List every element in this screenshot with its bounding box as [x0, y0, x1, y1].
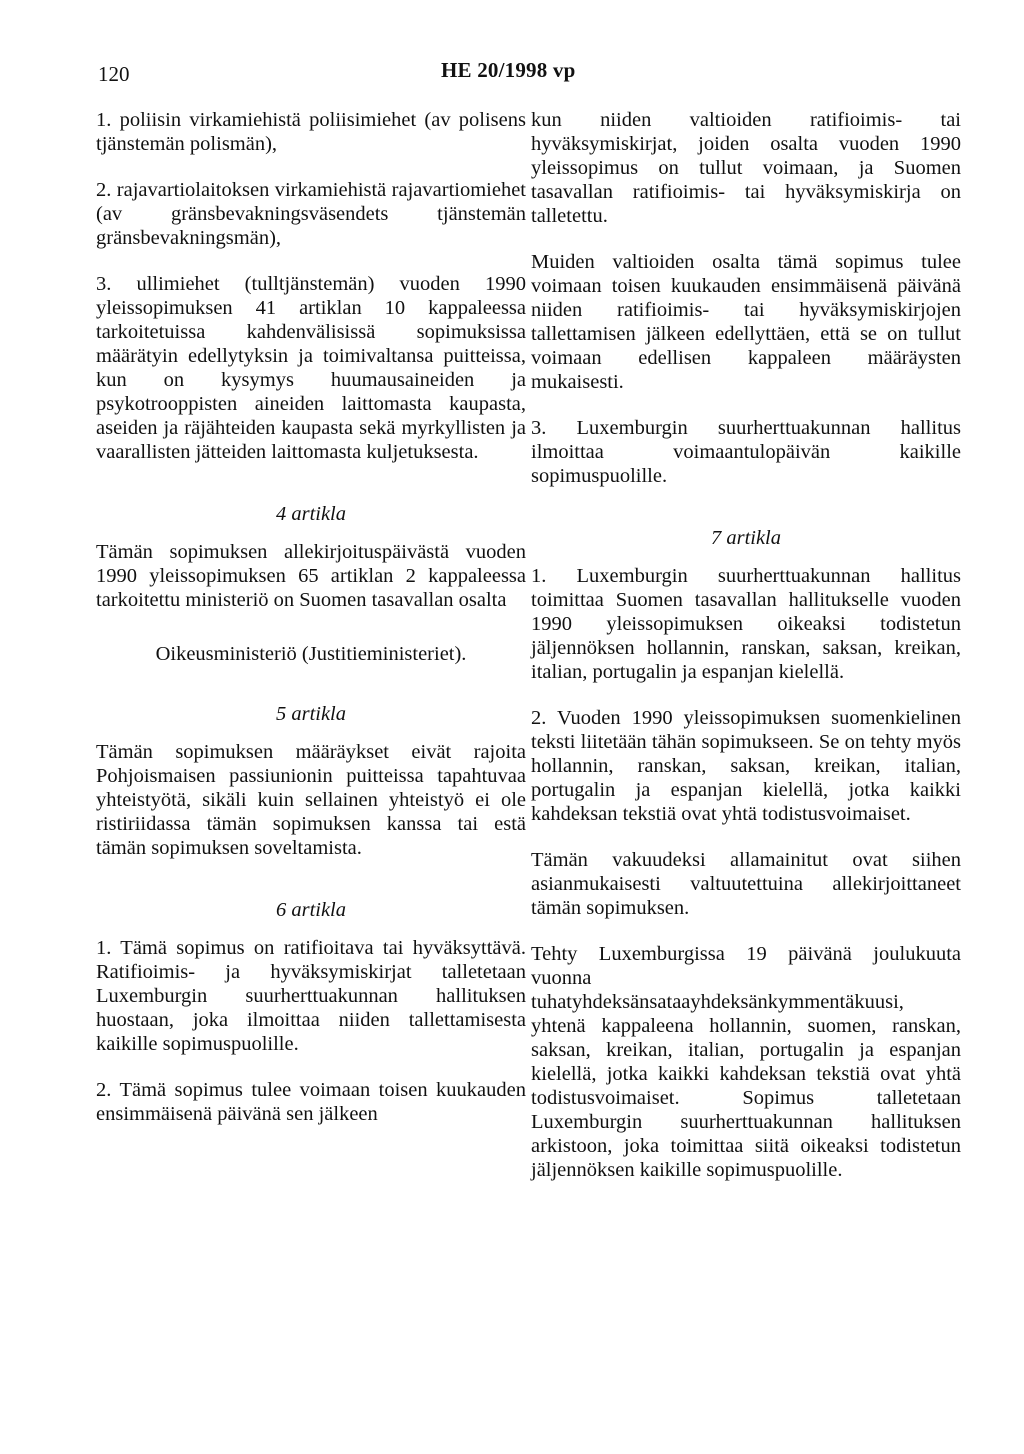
left-column [96, 108, 526, 1126]
list-item-customs: 3. ullimiehet (tulltjänstemän) vuoden 1990 yleissopimuksen 41 artiklan 10 kappaleessa tarkoitetuissa kahdenvälisissä sopimuksissa määrätyin edellytyksin ja toimivaltansa puitteissa, kun on kysymys huumausaineiden ja psykotrooppisten aineiden laittomasta kaupasta, aseiden ja räjähteiden kaupasta sekä myrkyllisten ja vaarallisten jätteiden laittomasta kuljetuksesta. [96, 273, 526, 463]
list-item-police: 1. poliisin virkamiehistä poliisimiehet (av polisens tjänstemän polismän), [96, 109, 526, 155]
other-states-paragraph: Muiden valtioiden osalta tämä sopimus tulee voimaan toisen kuukauden ensimmäisenä päivänä niiden ratifioimis- tai hyväksymiskirjojen tallettamisen jälkeen edellyttäen, että se on tullut voimaan edellisen kappaleen määräysten mukaisesti. [531, 251, 961, 393]
list-item-border-guard: 2. rajavartiolaitoksen virkamiehistä rajavartiomiehet (av gränsbevakningsväsendets tjänstemän gränsbevakningsmän), [96, 179, 526, 249]
witness-paragraph: Tämän vakuudeksi allamainitut ovat siihen asianmukaisesti valtuutettuina allekirjoittaneet tämän sopimuksen. [531, 849, 961, 919]
article-6-heading: 6 artikla [275, 899, 347, 921]
document-id: HE 20/1998 vp [441, 58, 576, 82]
done-at-paragraph: Tehty Luxemburgissa 19 päivänä joulukuuta vuonna tuhatyhdeksänsataayhdeksänkymmentäkuusi, yhtenä kappaleena hollannin, suomen, ranskan, saksan, kreikan, italian, portugalin ja espanjan kielellä, jotka kaikki kahdeksan tekstiä ovat yhtä todistusvoimaiset. Sopimus talletetaan Luxemburgin suurherttuakunnan hallituksen arkistoon, joka toimittaa siitä oikeaksi todistetun jäljennöksen kaikille sopimuspuolille. [531, 943, 961, 1181]
article-5-heading: 5 artikla [275, 703, 347, 725]
article-4-heading: 4 artikla [275, 503, 347, 525]
article-7-paragraph-2: 2. Vuoden 1990 yleissopimuksen suomenkielinen teksti liitetään tähän sopimukseen. Se on tehty myös hollannin, ranskan, saksan, kreikan, italian, portugalin ja espanjan kielellä, jotka kaikki kahdeksan tekstiä ovat yhtä todistusvoimaiset. [531, 707, 961, 825]
article-4-paragraph: Tämän sopimuksen allekirjoituspäivästä vuoden 1990 yleissopimuksen 65 artiklan 2 kappaleessa tarkoitettu ministeriö on Suomen tasavallan osalta [96, 541, 526, 611]
article-6-paragraph-1: 1. Tämä sopimus on ratifioitava tai hyväksyttävä. Ratifioimis- ja hyväksymiskirjat talletetaan Luxemburgin suurherttuakunnan hallituksen huostaan, joka ilmoittaa niiden tallettamisesta kaikille sopimuspuolille. [96, 937, 526, 1055]
article-5-paragraph: Tämän sopimuksen määräykset eivät rajoita Pohjoismaisen passiunionin puitteissa tapahtuvaa yhteistyötä, sikäli kuin sellainen yhteistyö ei ole ristiriidassa tämän sopimuksen kanssa tai estä tämän sopimuksen soveltamista. [96, 741, 526, 859]
article-7-paragraph-1: 1. Luxemburgin suurherttuakunnan hallitus toimittaa Suomen tasavallan hallitukselle vuoden 1990 yleissopimuksen oikeaksi todistetun jäljennöksen hollannin, ranskan, saksan, kreikan, italian, portugalin ja espanjan kielellä. [531, 565, 961, 683]
article-4-ministry: Oikeusministeriö (Justitieministeriet). [155, 643, 467, 665]
continued-paragraph: kun niiden valtioiden ratifioimis- tai hyväksymiskirjat, joiden osalta vuoden 1990 yleissopimus on tullut voimaan, ja Suomen tasavallan ratifioimis- tai hyväksymiskirja on talletettu. [531, 109, 961, 227]
notification-paragraph: 3. Luxemburgin suurherttuakunnan hallitus ilmoittaa voimaantulopäivän kaikille sopimuspuolille. [531, 417, 961, 487]
right-column [531, 108, 961, 1182]
article-6-paragraph-2: 2. Tämä sopimus tulee voimaan toisen kuukauden ensimmäisenä päivänä sen jälkeen [96, 1079, 526, 1125]
page-number: 120 [98, 62, 130, 86]
article-7-heading: 7 artikla [710, 527, 782, 549]
